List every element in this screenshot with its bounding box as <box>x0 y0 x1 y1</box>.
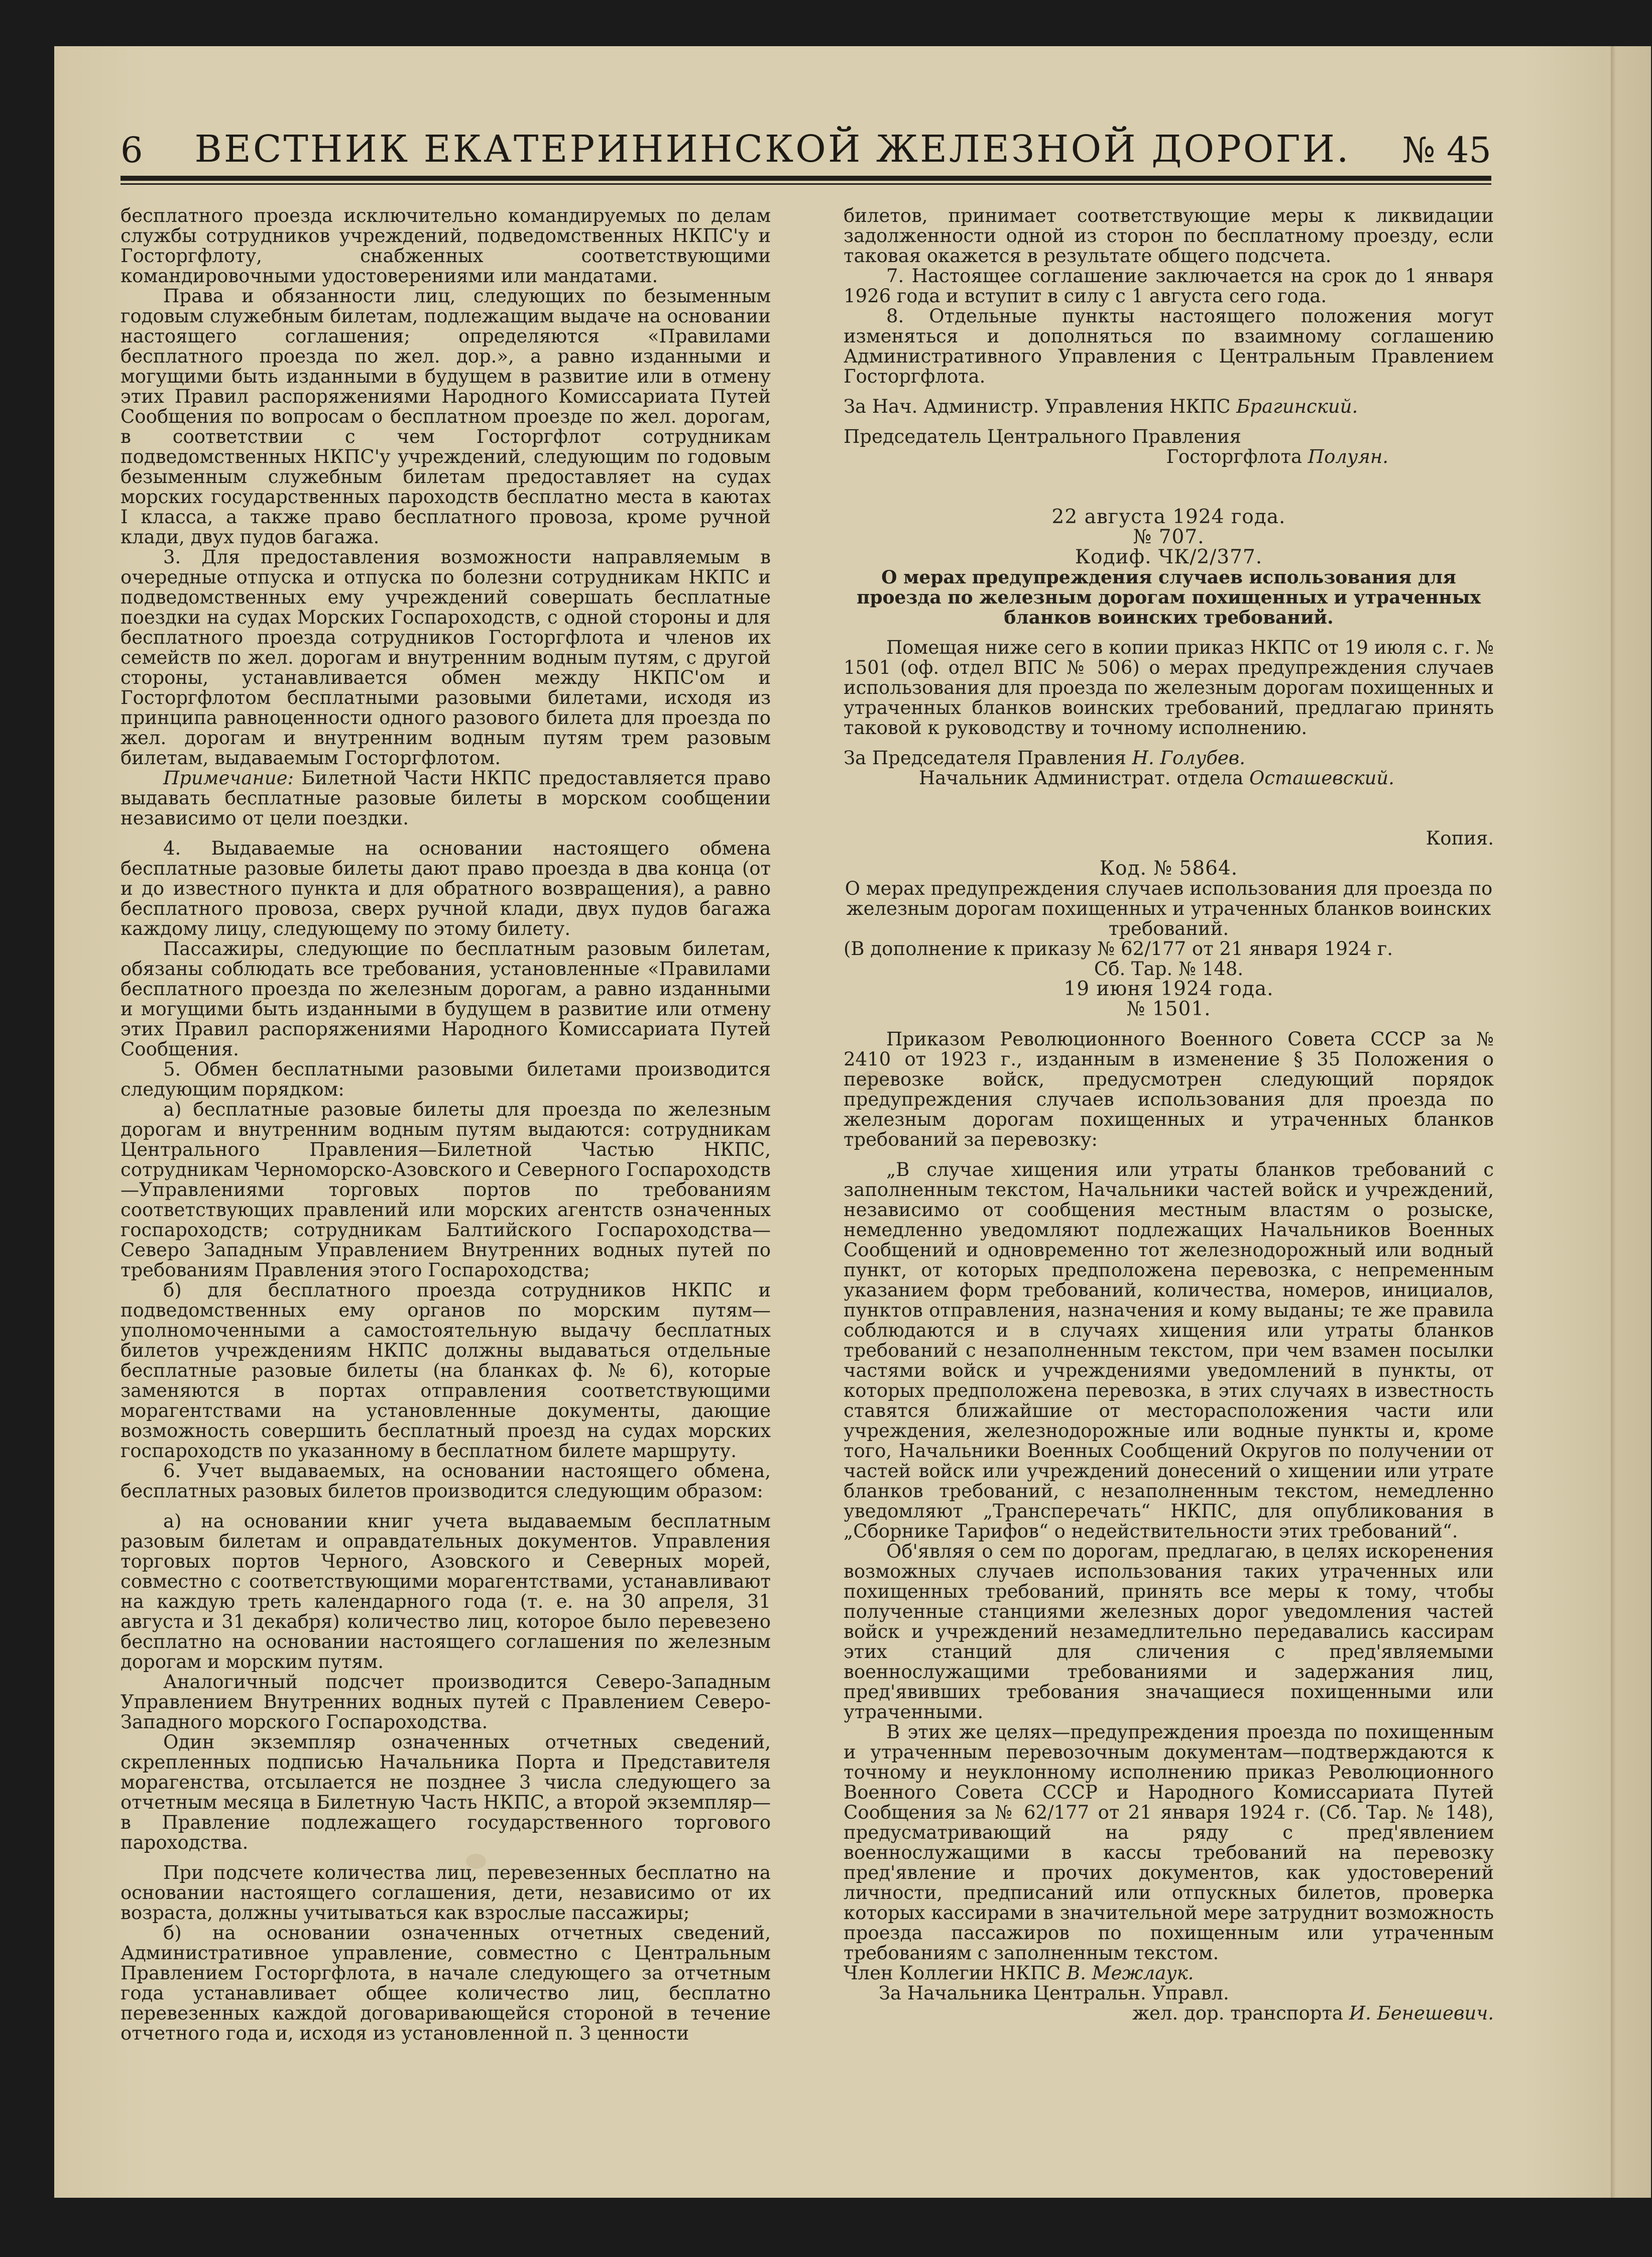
signatory-role: Начальник Администрат. отдела <box>919 767 1244 789</box>
signature-line: За Начальника Центральн. Управл. <box>879 1982 1229 2004</box>
paragraph: Помещая ниже сего в копии приказ НКПС от 19 июля с. г. № 1501 (оф. отдел ВПС № 506) о мерах предупреждения случаев использования для проезда по железным дорогам похищенных и утраченных бланков воинских требований, предлагаю принять таковой к руководству и точному исполнению. <box>844 637 1494 739</box>
signatory-name: Полуян. <box>1308 446 1388 467</box>
paragraph: 6. Учет выдаваемых, на основании настоящего обмена, бесплатных разовых билетов производится следующим образом: <box>121 1460 771 1502</box>
signatory-name: И. Бенешевич. <box>1349 2002 1494 2024</box>
signatory-role: За Нач. Администр. Управления НКПС <box>844 396 1231 417</box>
newspaper-title: ВЕСТНИК ЕКАТЕРИНИНСКОЙ ЖЕЛЕЗНОЙ ДОРОГИ. <box>194 128 1351 171</box>
copy-heading: О мерах предупреждения случаев использования для проезда по железным дорогам похищенных и утраченных бланков воинских требований. <box>845 878 1493 939</box>
paragraph: Пассажиры, следующие по бесплатным разовым билетам, обязаны соблюдать все требования, установленные «Правилами бесплатного проезда по железным дорогам, а равно изданными и могущими быть изданными в будущем в развитие или отмену этих Правил распоряжениями Народного Комиссариата Путей Сообщения. <box>121 938 771 1060</box>
paragraph: Приказом Революционного Военного Совета СССР за № 2410 от 1923 г., изданным в изменение § 35 Положения о перевозке войск, предусмотрен следующий порядок предупреждения случаев использования для проезда по железным дорогам похищенных и утраченных бланков требований за перевозку: <box>844 1028 1494 1150</box>
left-column <box>121 206 771 2074</box>
note-text: Билетной Части НКПС предоставляется право выдавать бесплатные разовые билеты в морском сообщении независимо от цели поездки. <box>121 767 771 829</box>
signature-line <box>844 397 1494 417</box>
order-date: 22 августа 1924 года. <box>1051 506 1286 528</box>
paragraph: 4. Выдаваемые на основании настоящего обмена бесплатные разовые билеты дают право проезда в два конца (от и до известного пункта и для обратного возвращения), а равно бесплатного провоза, сверх ручной клади, двух пудов багажа каждому лицу, следующему по этому билету. <box>121 838 771 939</box>
paragraph: Один экземпляр означенных отчетных сведений, скрепленных подписью Начальника Порта и Представителя морагенства, отсылается не позднее 3 числа следующего за отчетным месяца в Билетную Часть НКПС, а второй экземпляр—в Правление подлежащего государственного торгового пароходства. <box>121 1731 771 1853</box>
note-label: Примечание: <box>163 767 294 789</box>
paragraph: а) на основании книг учета выдаваемым бесплатным разовым билетам и оправдательных документов. Управления торговых портов Черного, Азовского и Северных морей, совместно с соответствующими морагентствами, устанавливают на каждую треть календарного года (т. е. на 30 апреля, 31 августа и 31 декабря) количество лиц, которое было перевезено бесплатно на основании настоящего соглашения по железным дорогам и морским путям. <box>121 1510 771 1673</box>
paragraph: 8. Отдельные пункты настоящего положения могут изменяться и дополняться по взаимному соглашению Административного Управления с Центральным Правлением Госторгфлота. <box>844 305 1494 387</box>
issue-number: № 45 <box>1402 130 1491 171</box>
page-fold-shadow <box>1611 46 1616 2198</box>
header-rule-thick <box>121 176 1491 181</box>
paragraph: бесплатного проезда исключительно командируемых по делам службы сотрудников учреждений, подведомственных НКПС'у и Госторгфлоту, снабженных соответствующими командировочными удостоверениями или мандатами. <box>121 206 771 287</box>
signatory-role: жел. дор. транспорта <box>1132 2002 1343 2024</box>
paragraph: Аналогичный подсчет производится Северо-Западным Управлением Внутренних водных путей с Правлением Северо-Западного морского Госпароходства. <box>121 1671 771 1733</box>
note-paragraph <box>121 768 771 828</box>
signature-line <box>844 447 1494 467</box>
paragraph: Права и обязанности лиц, следующих по безыменным годовым служебным билетам, подлежащим выдаче на основании настоящего соглашения; определяются «Правилами бесплатного проезда по жел. дор.», а равно изданными и могущими быть изданными в будущем в развитие или в отмену этих Правил распоряжениями Народного Комиссариата Путей Сообщения по вопросам о бесплатном проезде по жел. дорогам, в соответствии с чем Госторгфлот сотрудникам подведомственных НКПС'у учреждений, следующим по годовым безыменным служебным билетам предоставляет на судах морских государственных пароходств бесплатно места в каютах I класса, а также право бесплатного провоза, кроме ручной клади, двух пудов багажа. <box>121 285 771 548</box>
signature-line <box>919 768 1494 788</box>
signatory-role: За Председателя Правления <box>844 747 1126 769</box>
right-column <box>844 206 1494 2074</box>
paragraph: билетов, принимает соответствующие меры к ликвидации задолженности одной из сторон по бесплатному проезду, если таковая окажется в результате общего подсчета. <box>844 206 1494 267</box>
copy-label: Копия. <box>1426 827 1494 849</box>
signatory-name: Брагинский. <box>1236 396 1358 417</box>
paragraph: 5. Обмен бесплатными разовыми билетами производится следующим порядком: <box>121 1058 771 1100</box>
quoted-paragraph: „В случае хищения или утраты бланков требований с заполненным текстом, Начальники частей войск и учреждений, независимо от сообщения местным властям о розыске, немедленно уведомляют подлежащих Начальников Военных Сообщений и одновременно тот железнодорожный или водный пункт, от которых предположена перевозка, с непременным указанием форм требований, количества, номеров, инициалов, пунктов отправления, назначения и кому выданы; те же правила соблюдаются и в случаях хищения или утраты бланков требований с незаполненным текстом, при чем взамен посылки частями войск и учреждениями уведомлений в пункты, от которых предположена перевозка, в этих случаях в известность ставятся ближайшие от месторасположения части или учреждения, железнодорожные или водные пункты и, кроме того, Начальники Военных Сообщений Округов по получении от частей войск или учреждений донесений о хищении или утрате бланков требований, с незаполненным текстом, немедленно уведомляют „Трансперечать“ НКПС, для опубликования в „Сборнике Тарифов“ о недействительности этих требований“. <box>844 1159 1494 1542</box>
signature-line <box>844 1963 1494 1983</box>
signatory-name: Осташевский. <box>1249 767 1394 789</box>
paragraph: б) для бесплатного проезда сотрудников НКПС и подведомственных ему органов по морским путям—уполномоченными а самостоятельную выдачу бесплатных билетов учреждениям НКПС должны выдаваться отдельные бесплатные разовые билеты (на бланках ф. № 6), которые заменяются в портах отправления соответствующими морагентствами на установленные документы, дающие возможность совершить бесплатный проезд на судах морских госпароходств по указанному в бесплатном билете маршруту. <box>121 1279 771 1462</box>
paragraph: 3. Для предоставления возможности направляемым в очередные отпуска и отпуска по болезни сотрудникам НКПС и подведомственных ему учреждений совершать бесплатные поездки на судах Морских Госпароходств, с одной стороны и для бесплатного проезда сотрудников Госторгфлота и членов их семейств по жел. дорогам и внутренним водным путям, с другой стороны, устанавливается обмен между НКПС'ом и Госторгфлотом бесплатными разовыми билетами, исходя из принципа равноценности одного разового билета для проезда по жел. дорогам и внутренним водным путям трем разовым билетам, выдаваемым Госторгфлотом. <box>121 546 771 769</box>
header-rule-thin <box>121 183 1491 185</box>
paragraph: При подсчете количества лиц, перевезенных бесплатно на основании настоящего соглашения, дети, независимо от их возраста, должны учитываться как взрослые пассажиры; <box>121 1862 771 1924</box>
signatory-role: Госторгфлота <box>1166 446 1303 467</box>
page-header <box>121 95 1491 171</box>
paragraph: В этих же целях—предупреждения проезда по похищенным и утраченным перевозочным документам—подтверждаются к точному и неуклонному исполнению приказ Революционного Военного Совета СССР и Народного Комиссариата Путей Сообщения за № 62/177 от 21 января 1924 г. (Сб. Тар. № 148), предусматривающий на ряду с пред'явлением военнослужащими в кассы требований на перевозку пред'явление и прочих документов, как удостоверений личности, предписаний или отпускных билетов, проверка которых кассирами в значительной мере затруднит возможность проезда пассажиров по похищенным или утраченным требованиям с заполненным текстом. <box>844 1721 1494 1964</box>
signature-line: Председатель Центрального Правления <box>844 426 1241 447</box>
paragraph: а) бесплатные разовые билеты для проезда по железным дорогам и внутренним водным путям выдаются: сотрудникам Центрального Правления—Билетной Частью НКПС, сотрудникам Черноморско-Азовского и Северного Госпароходств—Управлениями торговых портов по требованиям соответствующих правлений или морских агентств означенных госпароходств; сотрудникам Балтийского Госпароходства—Северо Западным Управлением Внутренних водных путей по требованиям Правления этого Госпароходства; <box>121 1099 771 1281</box>
signatory-name: Н. Голубев. <box>1132 747 1245 769</box>
signature-line <box>844 748 1494 768</box>
signatory-role: Член Коллегии НКПС <box>844 1962 1061 1984</box>
code-number: Код. № 5864. <box>1099 857 1238 880</box>
addition-note: (В дополнение к приказу № 62/177 от 21 января 1924 г. <box>844 938 1393 960</box>
signatory-name: В. Межлаук. <box>1066 1962 1194 1984</box>
order-number: № 707. <box>1133 526 1205 548</box>
paragraph: б) на основании означенных отчетных сведений, Административное управление, совместно с Центральным Правлением Госторгфлота, в начале следующего за отчетным года устанавливает общее количество лиц, бесплатно перевезенных каждой договаривающейся стороной в течение отчетного года и, исходя из установленной п. 3 ценности <box>121 1922 771 2044</box>
order-heading: О мерах предупреждения случаев использования для проезда по железным дорогам похищенных и утраченных бланков воинских требований. <box>856 567 1481 628</box>
copy-date: 19 июня 1924 года. <box>1064 978 1274 1000</box>
paragraph: Об'являя о сем по дорогам, предлагаю, в целях искоренения возможных случаев использования таких утраченных или похищенных требований, принять все меры к тому, чтобы полученные станциями железных дорог уведомления частей войск и учреждений незамедлительно передавались кассирам этих станций для сличения с пред'являемыми военнослужащими требованиями и задержания лиц, пред'явивших требования значащиеся похищенными или утраченными. <box>844 1540 1494 1723</box>
signature-line <box>844 2003 1494 2024</box>
codification: Кодиф. ЧК/2/377. <box>1075 546 1263 568</box>
addition-reference: Сб. Тар. № 148. <box>1094 958 1244 980</box>
copy-number: № 1501. <box>1126 998 1211 1020</box>
page-number: 6 <box>121 130 143 171</box>
paragraph: 7. Настоящее соглашение заключается на срок до 1 января 1926 года и вступит в силу с 1 августа сего года. <box>844 265 1494 307</box>
